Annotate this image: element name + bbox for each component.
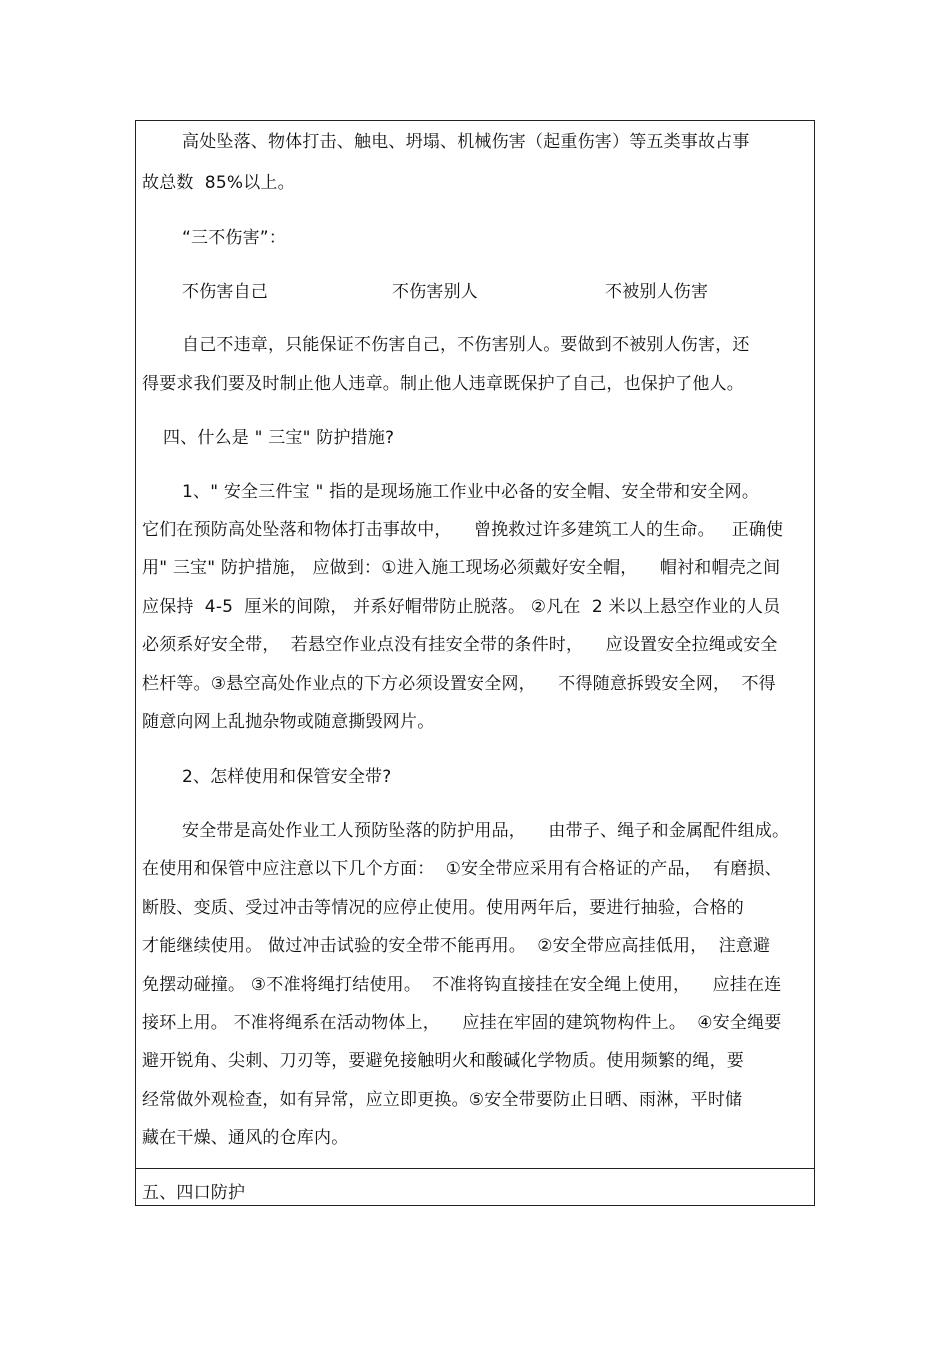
- paragraph-line: 免摆动碰撞。 ③不准将绳打结使用。 不准将钩直接挂在安全绳上使用， 应挂在连: [142, 975, 782, 995]
- heading-three-no-harm: “三不伤害”：: [182, 228, 287, 248]
- paragraph-line: 得要求我们要及时制止他人违章。制止他人违章既保护了自己，也保护了他人。: [142, 374, 744, 394]
- paragraph-line: 藏在干燥、通风的仓库内。: [142, 1128, 349, 1148]
- paragraph-line: 高处坠落、物体打击、触电、坍塌、机械伤害（起重伤害）等五类事故占事: [182, 132, 750, 152]
- paragraph-line: 自己不违章，只能保证不伤害自己，不伤害别人。要做到不被别人伤害，还: [182, 335, 750, 355]
- principle-item: 不伤害自己: [182, 282, 268, 302]
- paragraph-line: 断股、变质、受过冲击等情况的应停止使用。使用两年后，要进行抽验，合格的: [142, 898, 744, 918]
- subsection-heading: 2、怎样使用和保管安全带?: [182, 767, 392, 787]
- paragraph-line: 避开锐角、尖刺、刀刃等，要避免接触明火和酸碱化学物质。使用频繁的绳，要: [142, 1051, 744, 1071]
- paragraph-line: 故总数 85%以上。: [142, 173, 295, 193]
- section-heading: 四、什么是 " 三宝" 防护措施?: [163, 428, 395, 448]
- paragraph-line: 在使用和保管中应注意以下几个方面： ①安全带应采用有合格证的产品， 有磨损、: [142, 859, 782, 879]
- row-divider: [136, 1168, 814, 1169]
- paragraph-line: 用" 三宝" 防护措施， 应做到：①进入施工现场必须戴好安全帽， 帽衬和帽壳之间: [142, 558, 781, 578]
- paragraph-line: 栏杆等。③悬空高处作业点的下方必须设置安全网， 不得随意拆毁安全网， 不得: [142, 674, 776, 694]
- principle-item: 不被别人伤害: [605, 282, 709, 302]
- paragraph-line: 它们在预防高处坠落和物体打击事故中， 曾挽救过许多建筑工人的生命。 正确使: [142, 520, 784, 540]
- paragraph-line: 1、" 安全三件宝 " 指的是现场施工作业中必备的安全帽、安全带和安全网。: [182, 482, 760, 502]
- paragraph-line: 接环上用。 不准将绳系在活动物体上， 应挂在牢固的建筑物构件上。 ④安全绳要: [142, 1013, 782, 1033]
- paragraph-line: 才能继续使用。 做过冲击试验的安全带不能再用。 ②安全带应高挂低用， 注意避: [142, 936, 771, 956]
- paragraph-line: 必须系好安全带， 若悬空作业点没有挂安全带的条件时， 应设置安全拉绳或安全: [142, 635, 778, 655]
- section-heading: 五、四口防护: [142, 1183, 246, 1203]
- principle-item: 不伤害别人: [392, 282, 478, 302]
- paragraph-line: 经常做外观检查，如有异常，应立即更换。⑤安全带要防止日晒、雨淋，平时储: [142, 1090, 743, 1110]
- paragraph-line: 应保持 4-5 厘米的间隙， 并系好帽带防止脱落。 ②凡在 2 米以上悬空作业的人员: [142, 597, 781, 617]
- paragraph-line: 随意向网上乱抛杂物或随意撕毁网片。: [142, 712, 435, 732]
- paragraph-line: 安全带是高处作业工人预防坠落的防护用品， 由带子、绳子和金属配件组成。: [182, 821, 790, 841]
